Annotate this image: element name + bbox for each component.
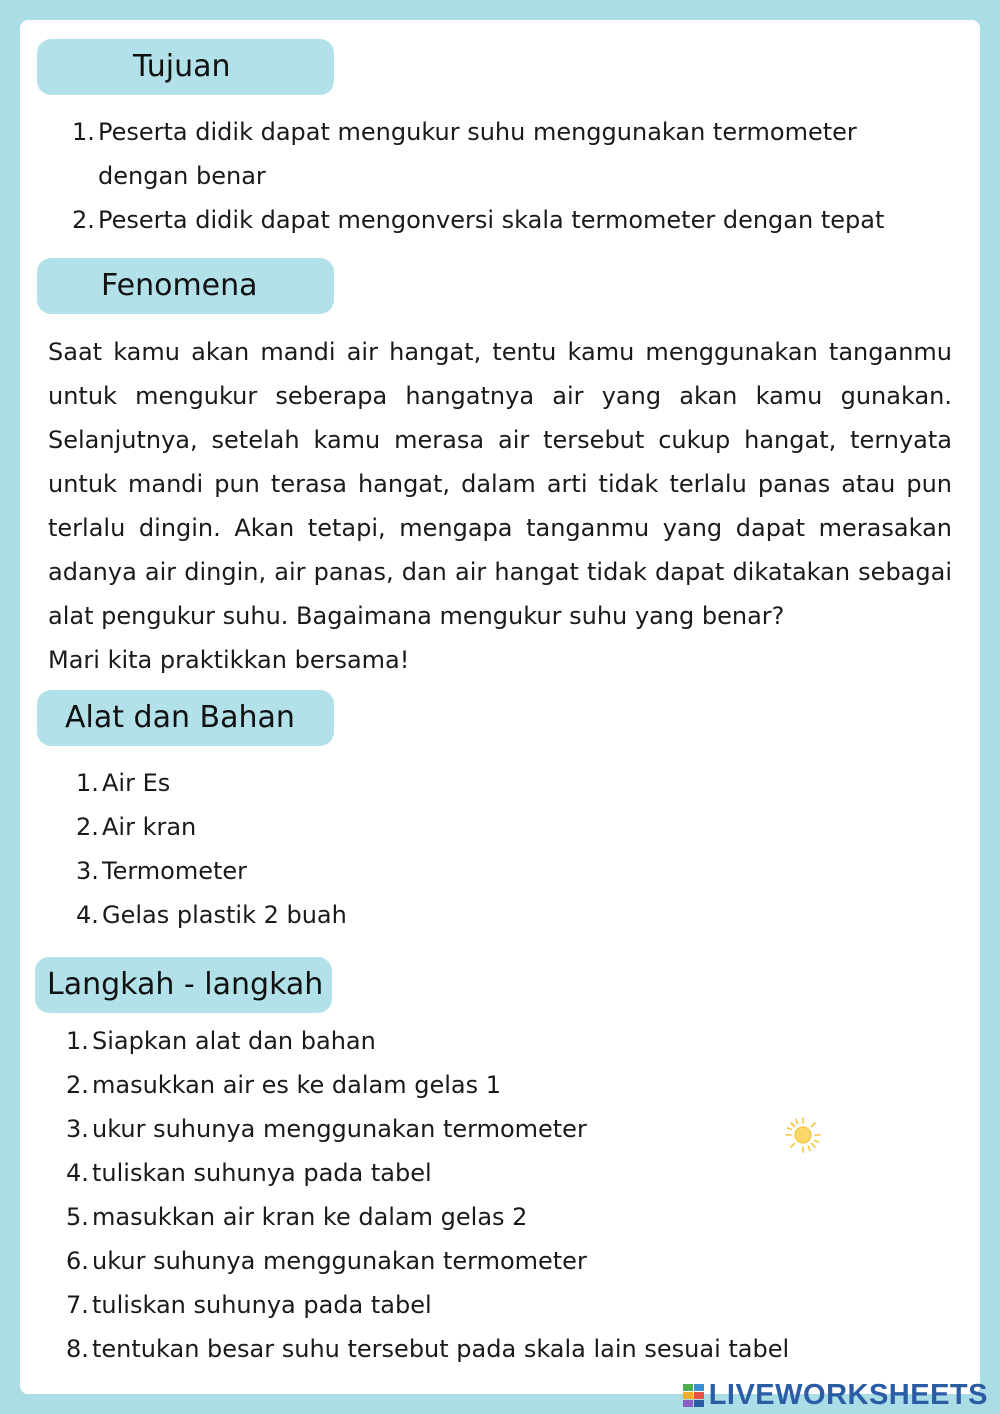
fenomena-closing: Mari kita praktikkan bersama! xyxy=(48,646,410,674)
list-item: 8. tentukan besar suhu tersebut pada skala lain sesuai tabel xyxy=(66,1335,790,1363)
section-title: Langkah - langkah xyxy=(47,967,324,1002)
list-item: 2. Air kran xyxy=(76,813,197,841)
section-header-fenomena xyxy=(37,258,334,314)
section-header-alat-dan-bahan xyxy=(37,690,334,746)
list-item: 1. Peserta didik dapat mengukur suhu menggunakan termometer dengan benar xyxy=(72,118,857,190)
liveworksheets-brand[interactable] xyxy=(683,1379,988,1412)
brand-text: LIVEWORKSHEETS xyxy=(708,1379,988,1411)
fenomena-paragraph: Saat kamu akan mandi air hangat, tentu kamu menggunakan tanganmu untuk mengukur seberapa hangatnya air yang akan kamu gunakan. Selanjutnya, setelah kamu merasa air tersebut cukup hangat, ternyata untuk mandi pun terasa hangat, dalam arti tidak terlalu panas atau pun terlalu dingin. Akan tetapi, mengapa tanganmu yang dapat merasakan adanya air dingin, air panas, dan air hangat tidak dapat dikatakan sebagai alat pengukur suhu. Bagaimana mengukur suhu yang benar? xyxy=(48,338,952,630)
list-item: 4. Gelas plastik 2 buah xyxy=(76,901,347,929)
sun-icon[interactable] xyxy=(784,1116,822,1154)
section-header-tujuan xyxy=(37,39,334,95)
list-item: 6. ukur suhunya menggunakan termometer xyxy=(66,1247,587,1275)
list-item: 3. ukur suhunya menggunakan termometer xyxy=(66,1115,587,1143)
list-item: 1. Air Es xyxy=(76,769,171,797)
langkah-list xyxy=(66,1019,952,1371)
section-title: Tujuan xyxy=(133,49,231,84)
list-item: 7. tuliskan suhunya pada tabel xyxy=(66,1291,432,1319)
alat-list xyxy=(76,761,902,937)
tujuan-list xyxy=(72,110,958,242)
list-item: 2. masukkan air es ke dalam gelas 1 xyxy=(66,1071,502,1099)
list-item: 3. Termometer xyxy=(76,857,248,885)
section-title: Fenomena xyxy=(101,268,258,303)
section-title: Alat dan Bahan xyxy=(65,700,295,735)
list-item: 2. Peserta didik dapat mengonversi skala termometer dengan tepat xyxy=(72,206,885,234)
list-item: 1. Siapkan alat dan bahan xyxy=(66,1027,376,1055)
section-header-langkah xyxy=(35,957,332,1013)
list-item: 4. tuliskan suhunya pada tabel xyxy=(66,1159,432,1187)
liveworksheets-logo-icon xyxy=(683,1384,705,1408)
list-item: 5. masukkan air kran ke dalam gelas 2 xyxy=(66,1203,528,1231)
